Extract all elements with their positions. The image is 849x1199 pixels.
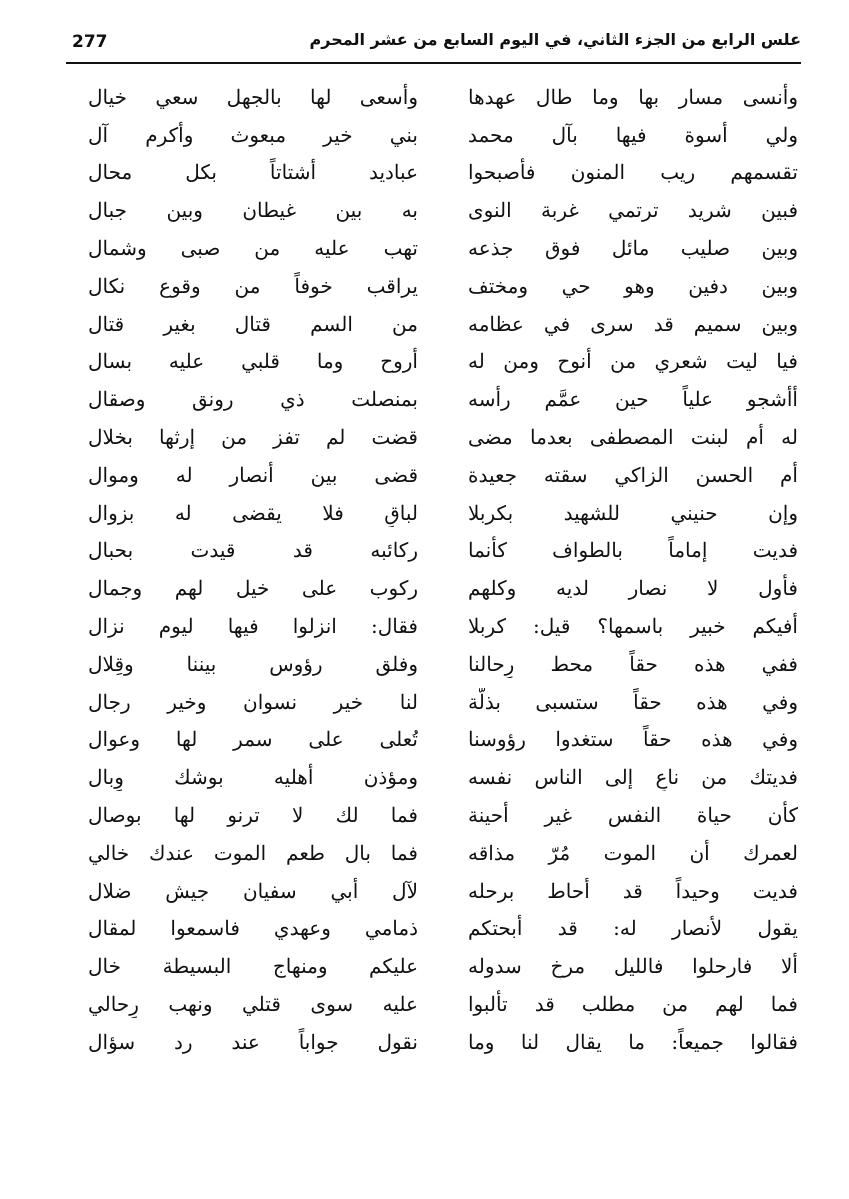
poem-body [88,78,798,1118]
first-hemistich: أفيكم خبير باسمها؟ قيل: كربلا [468,614,798,639]
verse-line [88,607,798,645]
first-hemistich: ففي هذه حقاً محط رِحالنا [468,651,798,676]
second-hemistich: قضى بين أنصار له وموال [88,462,418,487]
second-hemistich: تُعلى على سمر لها وعوال [88,727,418,752]
first-hemistich: أم الحسن الزاكي سقته جعيدة [468,462,798,487]
first-hemistich: وفي هذه حقاً ستسبى بذلّة [468,689,798,714]
verse-line [88,872,798,910]
first-hemistich: فقالوا جميعاً: ما يقال لنا وما [468,1029,798,1054]
verse-line [88,910,798,948]
second-hemistich: بمنصلت ذي رونق وصقال [88,387,418,412]
first-hemistich: فيا ليت شعري من أنوح ومن له [468,349,798,374]
second-hemistich: بني خير مبعوث وأكرم آل [88,122,418,147]
first-hemistich: لعمرك أن الموت مُرّ مذاقه [468,840,798,865]
first-hemistich: يقول لأنصار له: قد أبحتكم [468,916,798,941]
verse-line [88,721,798,759]
second-hemistich: وفلق رؤوس بيننا وقِلال [88,651,418,676]
first-hemistich: فديت وحيداً قد أحاط برحله [468,878,798,903]
second-hemistich: لباقٍ فلا يقضى له بزوال [88,500,418,525]
first-hemistich: ألا فارحلوا فالليل مرخٍ سدوله [468,954,798,979]
verse-line [88,456,798,494]
first-hemistich: ولي أسوة فيها بآل محمد [468,122,798,147]
first-hemistich: وإن حنيني للشهيد بكربلا [468,500,798,525]
verse-line [88,229,798,267]
second-hemistich: تهب عليه من صبى وشمال [88,236,418,261]
second-hemistich: لآل أبي سفيان جيش ضلال [88,878,418,903]
first-hemistich: وفي هذه حقاً ستغدوا رؤوسنا [468,727,798,752]
second-hemistich: أروح وما قلبي عليه بسال [88,349,418,374]
first-hemistich: فما لهم من مطلب قد تألبوا [468,992,798,1017]
verse-line [88,343,798,381]
first-hemistich: فأول لا نصار لديه وكلهم [468,576,798,601]
verse-line [88,494,798,532]
verse-line [88,532,798,570]
first-hemistich: فديتك من ناعٍ إلى الناس نفسه [468,765,798,790]
second-hemistich: ومؤذن أهليه بوشك وِبال [88,765,418,790]
verse-line [88,796,798,834]
first-hemistich: أأشجو علياً حين عمَّم رأسه [468,387,798,412]
second-hemistich: فما لك لا ترنو لها بوصال [88,803,418,828]
second-hemistich: عليكم ومنهاج البسيطة خال [88,954,418,979]
second-hemistich: من السم قتال بغير قتال [88,311,418,336]
first-hemistich: وبين سميم قد سرى في عظامه [468,311,798,336]
verse-line [88,834,798,872]
verse-line [88,1023,798,1061]
verse-line [88,78,798,116]
verse-line [88,116,798,154]
second-hemistich: عباديد أشتاتاً بكل محال [88,160,418,185]
second-hemistich: يراقب خوفاً من وقوع نكال [88,273,418,298]
verse-line [88,267,798,305]
verse-line [88,191,798,229]
second-hemistich: ذمامي وعهدي فاسمعوا لمقال [88,916,418,941]
second-hemistich: نقول جواباً عند رد سؤال [88,1029,418,1054]
first-hemistich: فديت إماماً بالطواف كأنما [468,538,798,563]
second-hemistich: عليه سوى قتلي ونهب رِحالي [88,992,418,1017]
running-title: علس الرابع من الجزء الثاني، في اليوم السابع من عشر المحرم [309,30,801,49]
verse-line [88,683,798,721]
verse-line [88,985,798,1023]
verse-line [88,380,798,418]
second-hemistich: ركائبه قد قيدت بحبال [88,538,418,563]
verse-line [88,758,798,796]
verse-line [88,154,798,192]
page-header [66,26,801,64]
second-hemistich: فما بال طعم الموت عندك خالي [88,840,418,865]
second-hemistich: وأسعى لها بالجهل سعي خيال [88,84,418,109]
first-hemistich: كأن حياة النفس غير أحينة [468,803,798,828]
page-number: 277 [72,32,108,52]
first-hemistich: وبين دفين وهو حي ومختف [468,273,798,298]
verse-line [88,305,798,343]
second-hemistich: به بين غيطان وبين جبال [88,198,418,223]
first-hemistich: له أم لبنت المصطفى بعدما مضى [468,425,798,450]
verse-line [88,645,798,683]
verse-line [88,569,798,607]
verse-line [88,947,798,985]
second-hemistich: ركوب على خيل لهم وجمال [88,576,418,601]
first-hemistich: وبين صليب مائل فوق جذعه [468,236,798,261]
verse-line [88,418,798,456]
first-hemistich: تقسمهم ريب المنون فأصبحوا [468,160,798,185]
second-hemistich: قضت لم تفز من إرثها بخلال [88,425,418,450]
second-hemistich: لنا خير نسوان وخير رجال [88,689,418,714]
second-hemistich: فقال: انزلوا فيها ليوم نزال [88,614,418,639]
first-hemistich: وأنسى مسار بها وما طال عهدها [468,84,798,109]
first-hemistich: فبين شريد ترتمي غربة النوى [468,198,798,223]
